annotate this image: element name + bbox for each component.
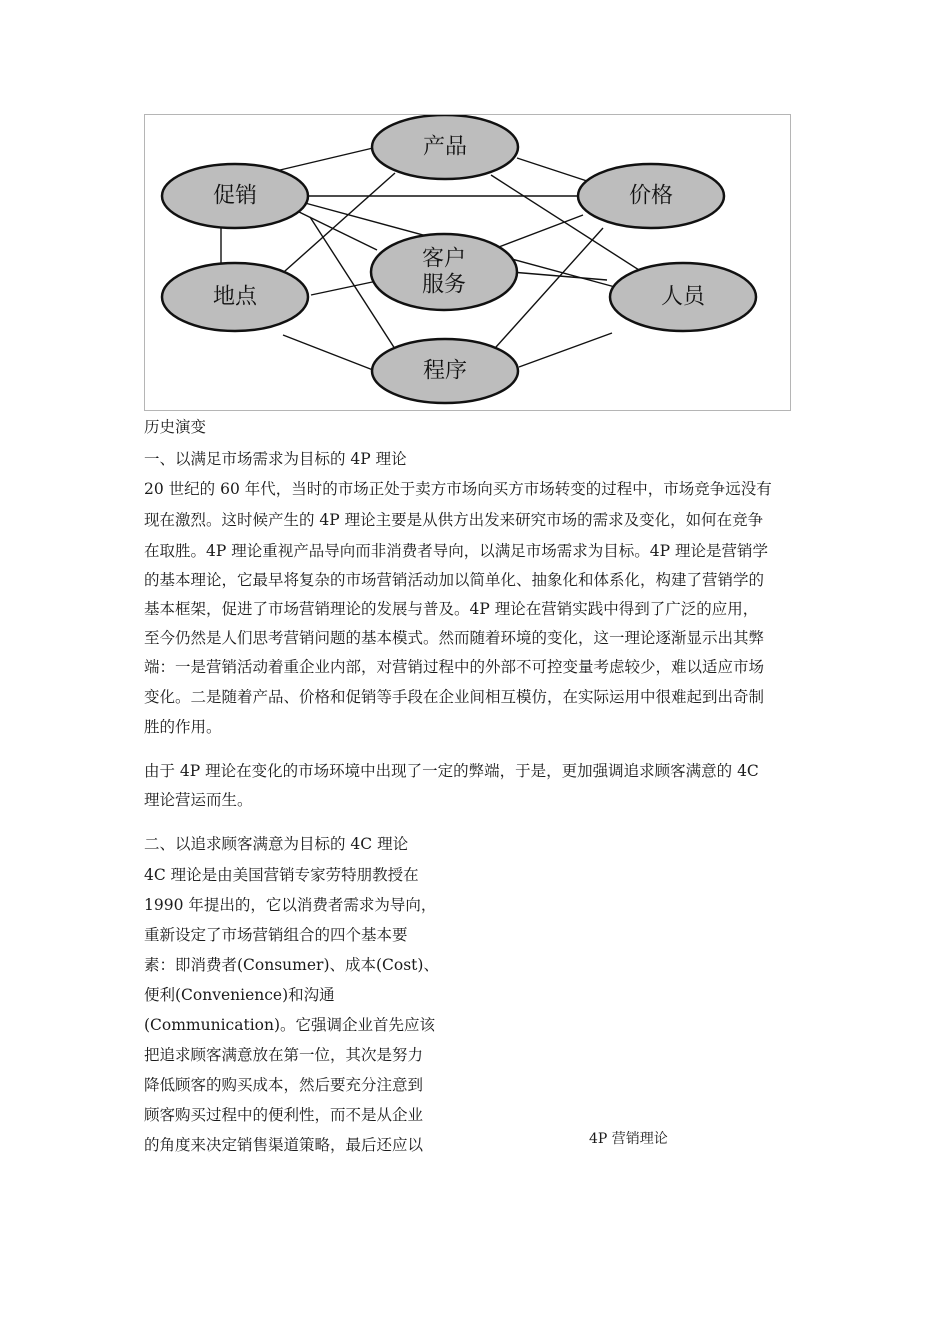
node-product <box>372 115 518 179</box>
node-product-label: 产品 <box>422 134 468 160</box>
part1-line: 端：一是营销活动着重企业内部，对营销过程中的外部不可控变量考虑较少，难以适应市场 <box>144 658 765 676</box>
part2-line: 顾客购买过程中的便利性，而不是从企业 <box>144 1106 424 1124</box>
part2-heading: 二、以追求顾客满意为目标的 4C 理论 <box>144 835 409 853</box>
part1-line: 现在激烈。这时候产生的 4P 理论主要是从供方出发来研究市场的需求及变化，如何在竞争 <box>144 511 764 529</box>
side-caption: 4P 营销理论 <box>589 1131 668 1147</box>
part1-line: 基本框架，促进了市场营销理论的发展与普及。4P 理论在营销实践中得到了广泛的应用， <box>144 600 759 618</box>
node-promotion <box>162 164 308 228</box>
node-people-label: 人员 <box>660 284 706 310</box>
part2-line: 降低顾客的购买成本，然后要充分注意到 <box>144 1076 424 1094</box>
edge-place-process <box>283 335 373 370</box>
node-price-label: 价格 <box>628 183 674 209</box>
part1-line: 20 世纪的 60 年代，当时的市场正处于卖方市场向买方市场转变的过程中，市场竞争远没有 <box>144 480 772 498</box>
part2-line: 重新设定了市场营销组合的四个基本要 <box>144 926 408 944</box>
part2-line: 1990 年提出的，它以消费者需求为导向， <box>144 896 437 914</box>
part1-line: 至今仍然是人们思考营销问题的基本模式。然而随着环境的变化，这一理论逐渐显示出其弊 <box>144 629 765 647</box>
section-heading: 历史演变 <box>144 418 207 436</box>
marketing-mix-diagram <box>144 114 791 411</box>
edge-service-people <box>511 272 607 280</box>
transition-line: 理论营运而生。 <box>144 791 253 809</box>
part2-line: 的角度来决定销售渠道策略，最后还应以 <box>144 1136 424 1154</box>
part2-line: (Communication)。它强调企业首先应该 <box>144 1016 436 1034</box>
part1-line: 的基本理论，它最早将复杂的市场营销活动加以简单化、抽象化和体系化，构建了营销学的 <box>144 571 765 589</box>
node-service-label-line2: 服务 <box>421 272 467 298</box>
node-promotion-label: 促销 <box>212 183 258 209</box>
node-place <box>162 263 308 331</box>
edge-people-process <box>519 333 612 367</box>
node-customer-service <box>371 234 517 310</box>
node-process <box>372 339 518 403</box>
edge-price-service <box>491 215 583 250</box>
edge-place-service <box>311 281 377 295</box>
part1-line: 变化。二是随着产品、价格和促销等手段在企业间相互模仿，在实际运用中很难起到出奇制 <box>144 688 765 706</box>
part2-line: 把追求顾客满意放在第一位，其次是努力 <box>144 1046 424 1064</box>
part1-line: 在取胜。4P 理论重视产品导向而非消费者导向，以满足市场需求为目标。4P 理论是营销学 <box>144 542 768 560</box>
part1-heading: 一、以满足市场需求为目标的 4P 理论 <box>144 450 407 468</box>
node-people <box>610 263 756 331</box>
part2-line: 便利(Convenience)和沟通 <box>144 986 335 1004</box>
node-price <box>578 164 724 228</box>
diagram-canvas <box>145 115 790 410</box>
node-process-label: 程序 <box>422 358 468 384</box>
edge-product-price <box>517 158 587 181</box>
part2-line: 素：即消费者(Consumer)、成本(Cost)、 <box>144 956 439 974</box>
transition-line: 由于 4P 理论在变化的市场环境中出现了一定的弊端，于是，更加强调追求顾客满意的 4C <box>144 762 759 780</box>
part2-line: 4C 理论是由美国营销专家劳特朋教授在 <box>144 866 419 884</box>
part1-line: 胜的作用。 <box>144 718 222 736</box>
edge-promotion-service <box>295 210 377 250</box>
node-place-label: 地点 <box>212 284 258 310</box>
edge-promotion-product <box>280 148 373 170</box>
node-service-label-line1: 客户 <box>421 246 467 272</box>
